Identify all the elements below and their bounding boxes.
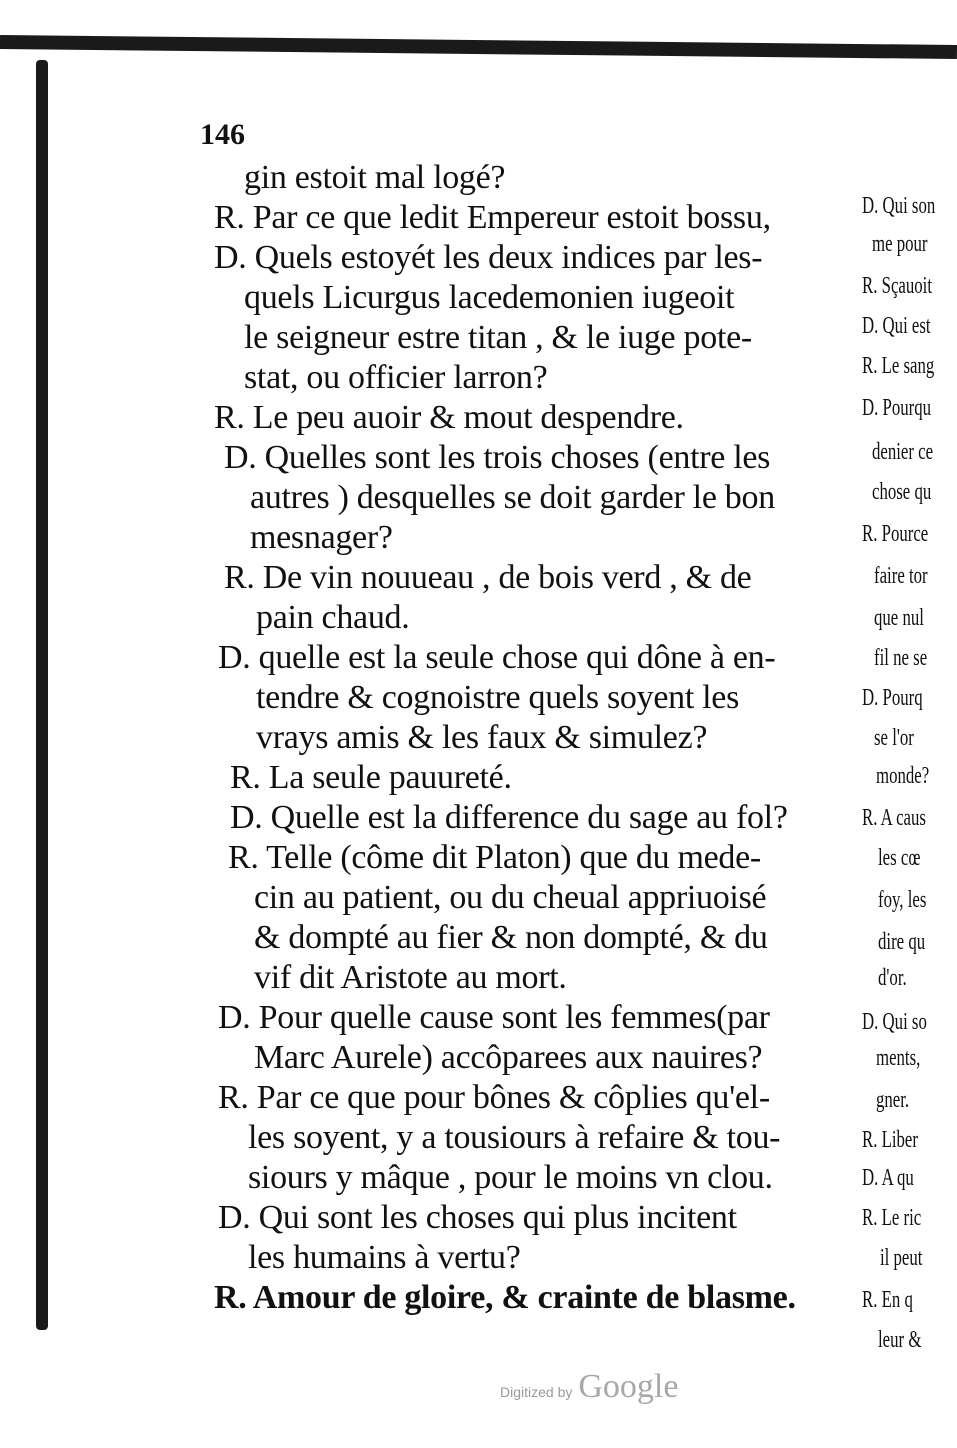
side-line: D. A qu <box>862 1165 914 1191</box>
text-line: R. Amour de gloire, & crainte de blasme. <box>214 1279 796 1316</box>
text-line: D. Quelle est la difference du sage au fol? <box>230 799 788 836</box>
text-line: tendre & cognoistre quels soyent les <box>256 679 740 716</box>
text-line: cin au patient, ou du cheual appriuoisé <box>254 879 767 916</box>
text-line: R. La seule pauureté. <box>230 759 512 796</box>
text-line: pain chaud. <box>256 599 410 636</box>
side-line: me pour <box>872 231 928 257</box>
text-line: R. Par ce que ledit Empereur estoit bossu, <box>214 199 771 236</box>
side-line: les cœ <box>878 845 921 871</box>
text-line: siours y mâque , pour le moins vn clou. <box>248 1159 773 1196</box>
side-line: D. Qui son <box>862 193 936 219</box>
text-line: R. Telle (côme dit Platon) que du mede- <box>228 839 761 876</box>
page-binding-edge <box>36 60 48 1330</box>
text-line: R. De vin nouueau , de bois verd , & de <box>224 559 752 596</box>
text-line: les humains à vertu? <box>248 1239 521 1276</box>
side-line: faire tor <box>874 563 928 589</box>
text-line: R. Le peu auoir & mout despendre. <box>214 399 684 436</box>
text-line: le seigneur estre titan , & le iuge pote- <box>244 319 752 356</box>
side-line: R. Sçauoit <box>862 273 932 299</box>
text-line: D. Quelles sont les trois choses (entre les <box>224 439 771 476</box>
text-line: stat, ou officier larron? <box>244 359 548 396</box>
side-line: D. Pourqu <box>862 395 932 421</box>
text-line: & dompté au fier & non dompté, & du <box>254 919 768 956</box>
text-line: D. Quels estoyét les deux indices par les- <box>214 239 763 276</box>
page-top-edge <box>0 30 957 64</box>
side-line: R. A caus <box>862 805 926 831</box>
side-line: fil ne se <box>874 645 928 671</box>
side-line: leur & <box>878 1327 922 1353</box>
text-line: quels Licurgus lacedemonien iugeoit <box>244 279 735 316</box>
digitized-watermark <box>500 1368 678 1406</box>
digitized-label: Digitized by <box>500 1384 573 1400</box>
side-line: R. Le ric <box>862 1205 922 1231</box>
side-line: que nul <box>874 605 924 631</box>
side-line: monde? <box>876 763 930 789</box>
side-line: dire qu <box>878 929 926 955</box>
facing-page-fragment <box>862 192 957 1372</box>
side-line: R. Liber <box>862 1127 918 1153</box>
google-logo: Google <box>578 1368 679 1405</box>
side-line: D. Qui so <box>862 1009 927 1035</box>
side-line: chose qu <box>872 479 932 505</box>
text-line: autres ) desquelles se doit garder le bon <box>250 479 775 516</box>
text-line: mesnager? <box>250 519 393 556</box>
side-line: R. En q <box>862 1287 913 1313</box>
side-line: ments, <box>876 1045 921 1071</box>
side-line: R. Pource <box>862 521 929 547</box>
text-line: R. Par ce que pour bônes & côplies qu'el- <box>218 1079 770 1116</box>
text-line: vrays amis & les faux & simulez? <box>256 719 708 756</box>
text-line: gin estoit mal logé? <box>244 159 506 196</box>
side-line: foy, les <box>878 887 927 913</box>
text-line: D. Pour quelle cause sont les femmes(par <box>218 999 770 1036</box>
side-line: gner. <box>876 1087 910 1113</box>
page-number: 146 <box>200 118 245 151</box>
side-line: d'or. <box>878 965 907 991</box>
text-line: D. Qui sont les choses qui plus incitent <box>218 1199 737 1236</box>
side-line: il peut <box>880 1245 923 1271</box>
side-line: D. Qui est <box>862 313 931 339</box>
side-line: se l'or <box>874 725 914 751</box>
text-line: D. quelle est la seule chose qui dône à en- <box>218 639 776 676</box>
text-line: les soyent, y a tousiours à refaire & tou- <box>248 1119 781 1156</box>
text-line: vif dit Aristote au mort. <box>254 959 567 996</box>
side-line: R. Le sang <box>862 353 935 379</box>
side-line: denier ce <box>872 439 934 465</box>
side-line: D. Pourq <box>862 685 923 711</box>
text-line: Marc Aurele) accôparees aux nauires? <box>254 1039 763 1076</box>
